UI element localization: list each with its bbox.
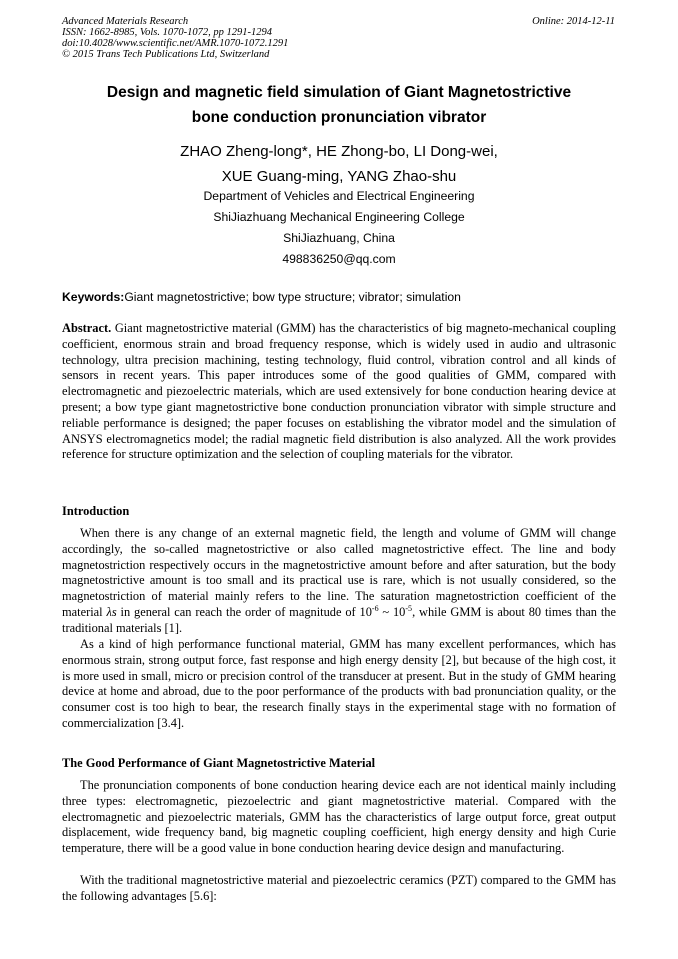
authors-line-1: ZHAO Zheng-long*, HE Zhong-bo, LI Dong-wei, bbox=[180, 143, 498, 160]
intro-p1-text-b: in general can reach the order of magnitude of 10 bbox=[116, 604, 372, 619]
department: Department of Vehicles and Electrical Engineering bbox=[203, 189, 475, 203]
authors-line-2: XUE Guang-ming, YANG Zhao-shu bbox=[221, 168, 457, 185]
keywords-label: Keywords: bbox=[62, 290, 125, 304]
abstract bbox=[62, 321, 616, 463]
title-line-2: bone conduction pronunciation vibrator bbox=[191, 109, 487, 126]
keywords bbox=[62, 289, 618, 305]
intro-p1-text-a: When there is any change of an external magnetic field, the length and volume of GMM will change accordingly, the so-called magnetostrictive or also called magnetostrictive effect. The line and body magnetostriction respectively occurs in the magnetostrictive amount before and after saturation, but the body magnetostrictive amount is too small and its practical use is rare, which is not usually considered, so the magnetostriction of material mainly refers to the line. The saturation magnetostriction coefficient of the material bbox=[62, 526, 616, 619]
keywords-text: Giant magnetostrictive; bow type structure; vibrator; simulation bbox=[124, 290, 461, 304]
abstract-label: Abstract. bbox=[62, 321, 112, 335]
copyright-line: © 2015 Trans Tech Publications Ltd, Switzerland bbox=[62, 49, 270, 60]
good-performance-paragraph-2: With the traditional magnetostrictive material and piezoelectric ceramics (PZT) compared to the GMM has the following advantages [5.6]: bbox=[62, 873, 616, 903]
intro-p1-text-d: , while GMM is about 80 times than the traditional materials [1]. bbox=[62, 604, 616, 635]
college: ShiJiazhuang Mechanical Engineering College bbox=[213, 210, 465, 224]
exponent-2: -5 bbox=[405, 603, 413, 613]
doi-line: doi:10.4028/www.scientific.net/AMR.1070-1072.1291 bbox=[62, 38, 289, 49]
author-list bbox=[62, 139, 616, 189]
journal-info bbox=[62, 16, 288, 60]
intro-paragraph-2: As a kind of high performance functional material, GMM has many excellent performances, which has enormous strain, strong output force, fast response and high energy density [2], but because of the high cost, it is more used in small, micro or precision control of the transducer at present. But in the study of GMM hearing device at home and abroad, due to the poor performance of the products with bad pronunciation quality, or the consumer cost is too high to bear, the research finally stays in the experimental stage with no formation of commercialization [3.4]. bbox=[62, 637, 616, 730]
intro-p1-text-c: ~ 10 bbox=[378, 604, 406, 619]
email: 498836250@qq.com bbox=[282, 252, 396, 266]
title-line-1: Design and magnetic field simulation of Giant Magnetostrictive bbox=[106, 84, 572, 101]
journal-name: Advanced Materials Research bbox=[62, 16, 189, 27]
paper-title bbox=[62, 80, 616, 130]
intro-paragraph-1 bbox=[62, 526, 616, 637]
city: ShiJiazhuang, China bbox=[283, 231, 395, 245]
lambda-s-symbol: λs bbox=[106, 604, 117, 619]
online-date: Online: 2014-12-11 bbox=[532, 16, 615, 27]
abstract-text: Giant magnetostrictive material (GMM) has the characteristics of big magneto-mechanical coupling coefficient, enormous strain and broad frequency response, which is widely used in audio and ultrasonic technology, ultra precision machining, testing technology, fluid control, vibration control and all kinds of sensors in recent years. This paper introduces some of the good qualities of GMM, compared with electromagnetic and piezoelectric materials, which are used extensively for bone conduction hearing device at present; a bow type giant magnetostrictive bone conduction pronunciation vibrator with simple structure and reliable performance is designed; the paper focuses on establishing the vibrator model and the simulation of ANSYS electromagnetics model; the radial magnetic field distribution is also analyzed. All the work provides reference for structure optimization and the selection of coupling materials for the vibrator. bbox=[62, 321, 616, 462]
issn-line: ISSN: 1662-8985, Vols. 1070-1072, pp 1291-1294 bbox=[62, 27, 272, 38]
introduction-heading: Introduction bbox=[62, 504, 130, 518]
exponent-1: -6 bbox=[371, 603, 379, 613]
good-performance-paragraph-1: The pronunciation components of bone conduction hearing device each are not identical mainly including three types: electromagnetic, piezoelectric and giant magnetostrictive material. Compared with the electromagnetic and piezoelectric materials, GMM has the characteristics of large output force, great output displacement, wide frequency band, big magnetic coupling coefficient, high energy density and high Curie temperature, there will be a good value in bone conduction hearing device design and manufacturing. bbox=[62, 778, 616, 856]
affiliation bbox=[62, 186, 616, 270]
good-performance-heading: The Good Performance of Giant Magnetostrictive Material bbox=[62, 756, 376, 770]
